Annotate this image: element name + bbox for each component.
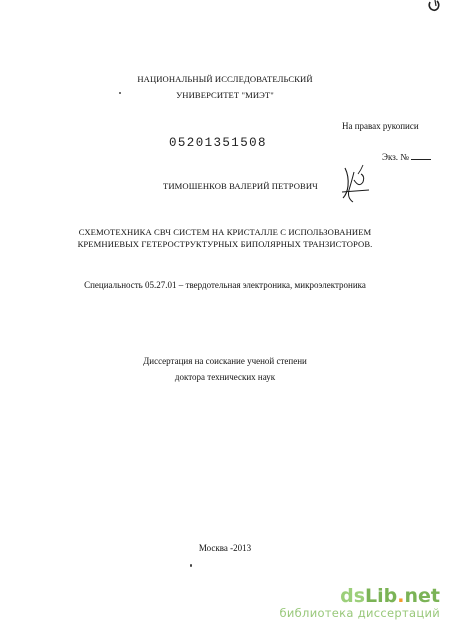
degree-line-1: Диссертация на соискание ученой степени [143, 356, 307, 366]
copy-label-text: Экз. № [382, 152, 409, 162]
footer-city-year: Москва -2013 [198, 543, 252, 553]
corner-scan-mark-icon [426, 0, 442, 14]
document-number: 05201351508 [169, 136, 267, 150]
institution-line-2: УНИВЕРСИТЕТ "МИЭТ" [176, 90, 274, 100]
copy-number-label [382, 151, 431, 162]
manuscript-note: На правах рукописи [342, 121, 419, 131]
scan-speck [190, 564, 192, 567]
author-name: ТИМОШЕНКОВ ВАЛЕРИЙ ПЕТРОВИЧ [163, 181, 318, 191]
watermark-subtitle: библиотека диссертаций [279, 606, 440, 620]
institution-line-1: НАЦИОНАЛЬНЫЙ ИССЛЕДОВАТЕЛЬСКИЙ [137, 74, 313, 84]
watermark-logo: dsLib.net [340, 585, 440, 607]
handwritten-signature-icon [339, 162, 383, 208]
watermark [279, 586, 440, 620]
degree-line-2: доктора технических наук [174, 372, 276, 382]
dissertation-title-line-1: СХЕМОТЕХНИКА СВЧ СИСТЕМ НА КРИСТАЛЛЕ С ИСПОЛЬЗОВАНИЕМ [78, 227, 372, 237]
copy-number-blank [411, 151, 431, 160]
specialty: Специальность 05.27.01 – твердотельная электроника, микроэлектроника [84, 280, 366, 290]
dissertation-title-line-2: КРЕМНИЕВЫХ ГЕТЕРОСТРУКТУРНЫХ БИПОЛЯРНЫХ ТРАНЗИСТОРОВ. [77, 239, 373, 249]
